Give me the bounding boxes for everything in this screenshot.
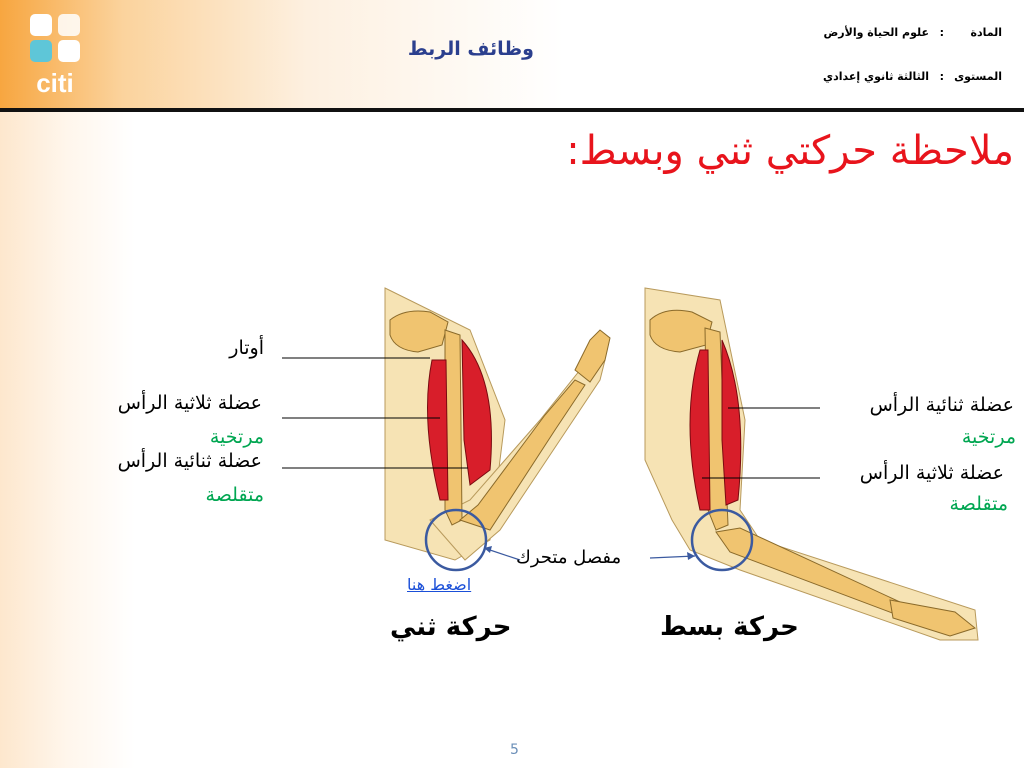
- level-value: الثالثة ثانوي إعدادي: [823, 70, 929, 83]
- right-triceps-state: متقلصة: [949, 493, 1008, 515]
- topic-title: وظائف الربط: [407, 38, 534, 60]
- level-separator: :: [939, 70, 944, 83]
- click-here-link[interactable]: اضغط هنا: [407, 575, 472, 594]
- subject-value: علوم الحياة والأرض: [823, 26, 929, 39]
- page-number: 5: [510, 742, 519, 758]
- svg-text:citi: citi: [36, 68, 74, 98]
- right-biceps-state: مرتخية: [961, 426, 1016, 448]
- left-triceps-label: عضلة ثلاثية الرأس: [117, 392, 262, 414]
- slide-title: ملاحظة حركتي ثني وبسط:: [566, 128, 1014, 174]
- level-label: المستوى: [954, 70, 1002, 83]
- left-biceps-label: عضلة ثنائية الرأس: [117, 450, 262, 472]
- subject-separator: :: [939, 26, 944, 39]
- subject-label: المادة: [970, 26, 1002, 39]
- flexed-arm-figure: [385, 288, 610, 570]
- left-triceps-state: مرتخية: [209, 426, 264, 448]
- extension-caption: حركة بسط: [660, 612, 799, 642]
- right-biceps-label: عضلة ثنائية الرأس: [869, 394, 1014, 416]
- left-biceps-state: متقلصة: [205, 484, 264, 506]
- joint-label: مفصل متحرك: [516, 547, 622, 568]
- flexion-caption: حركة ثني: [390, 612, 512, 642]
- tendons-label: أوتار: [229, 337, 264, 359]
- right-triceps-label: عضلة ثلاثية الرأس: [859, 462, 1004, 484]
